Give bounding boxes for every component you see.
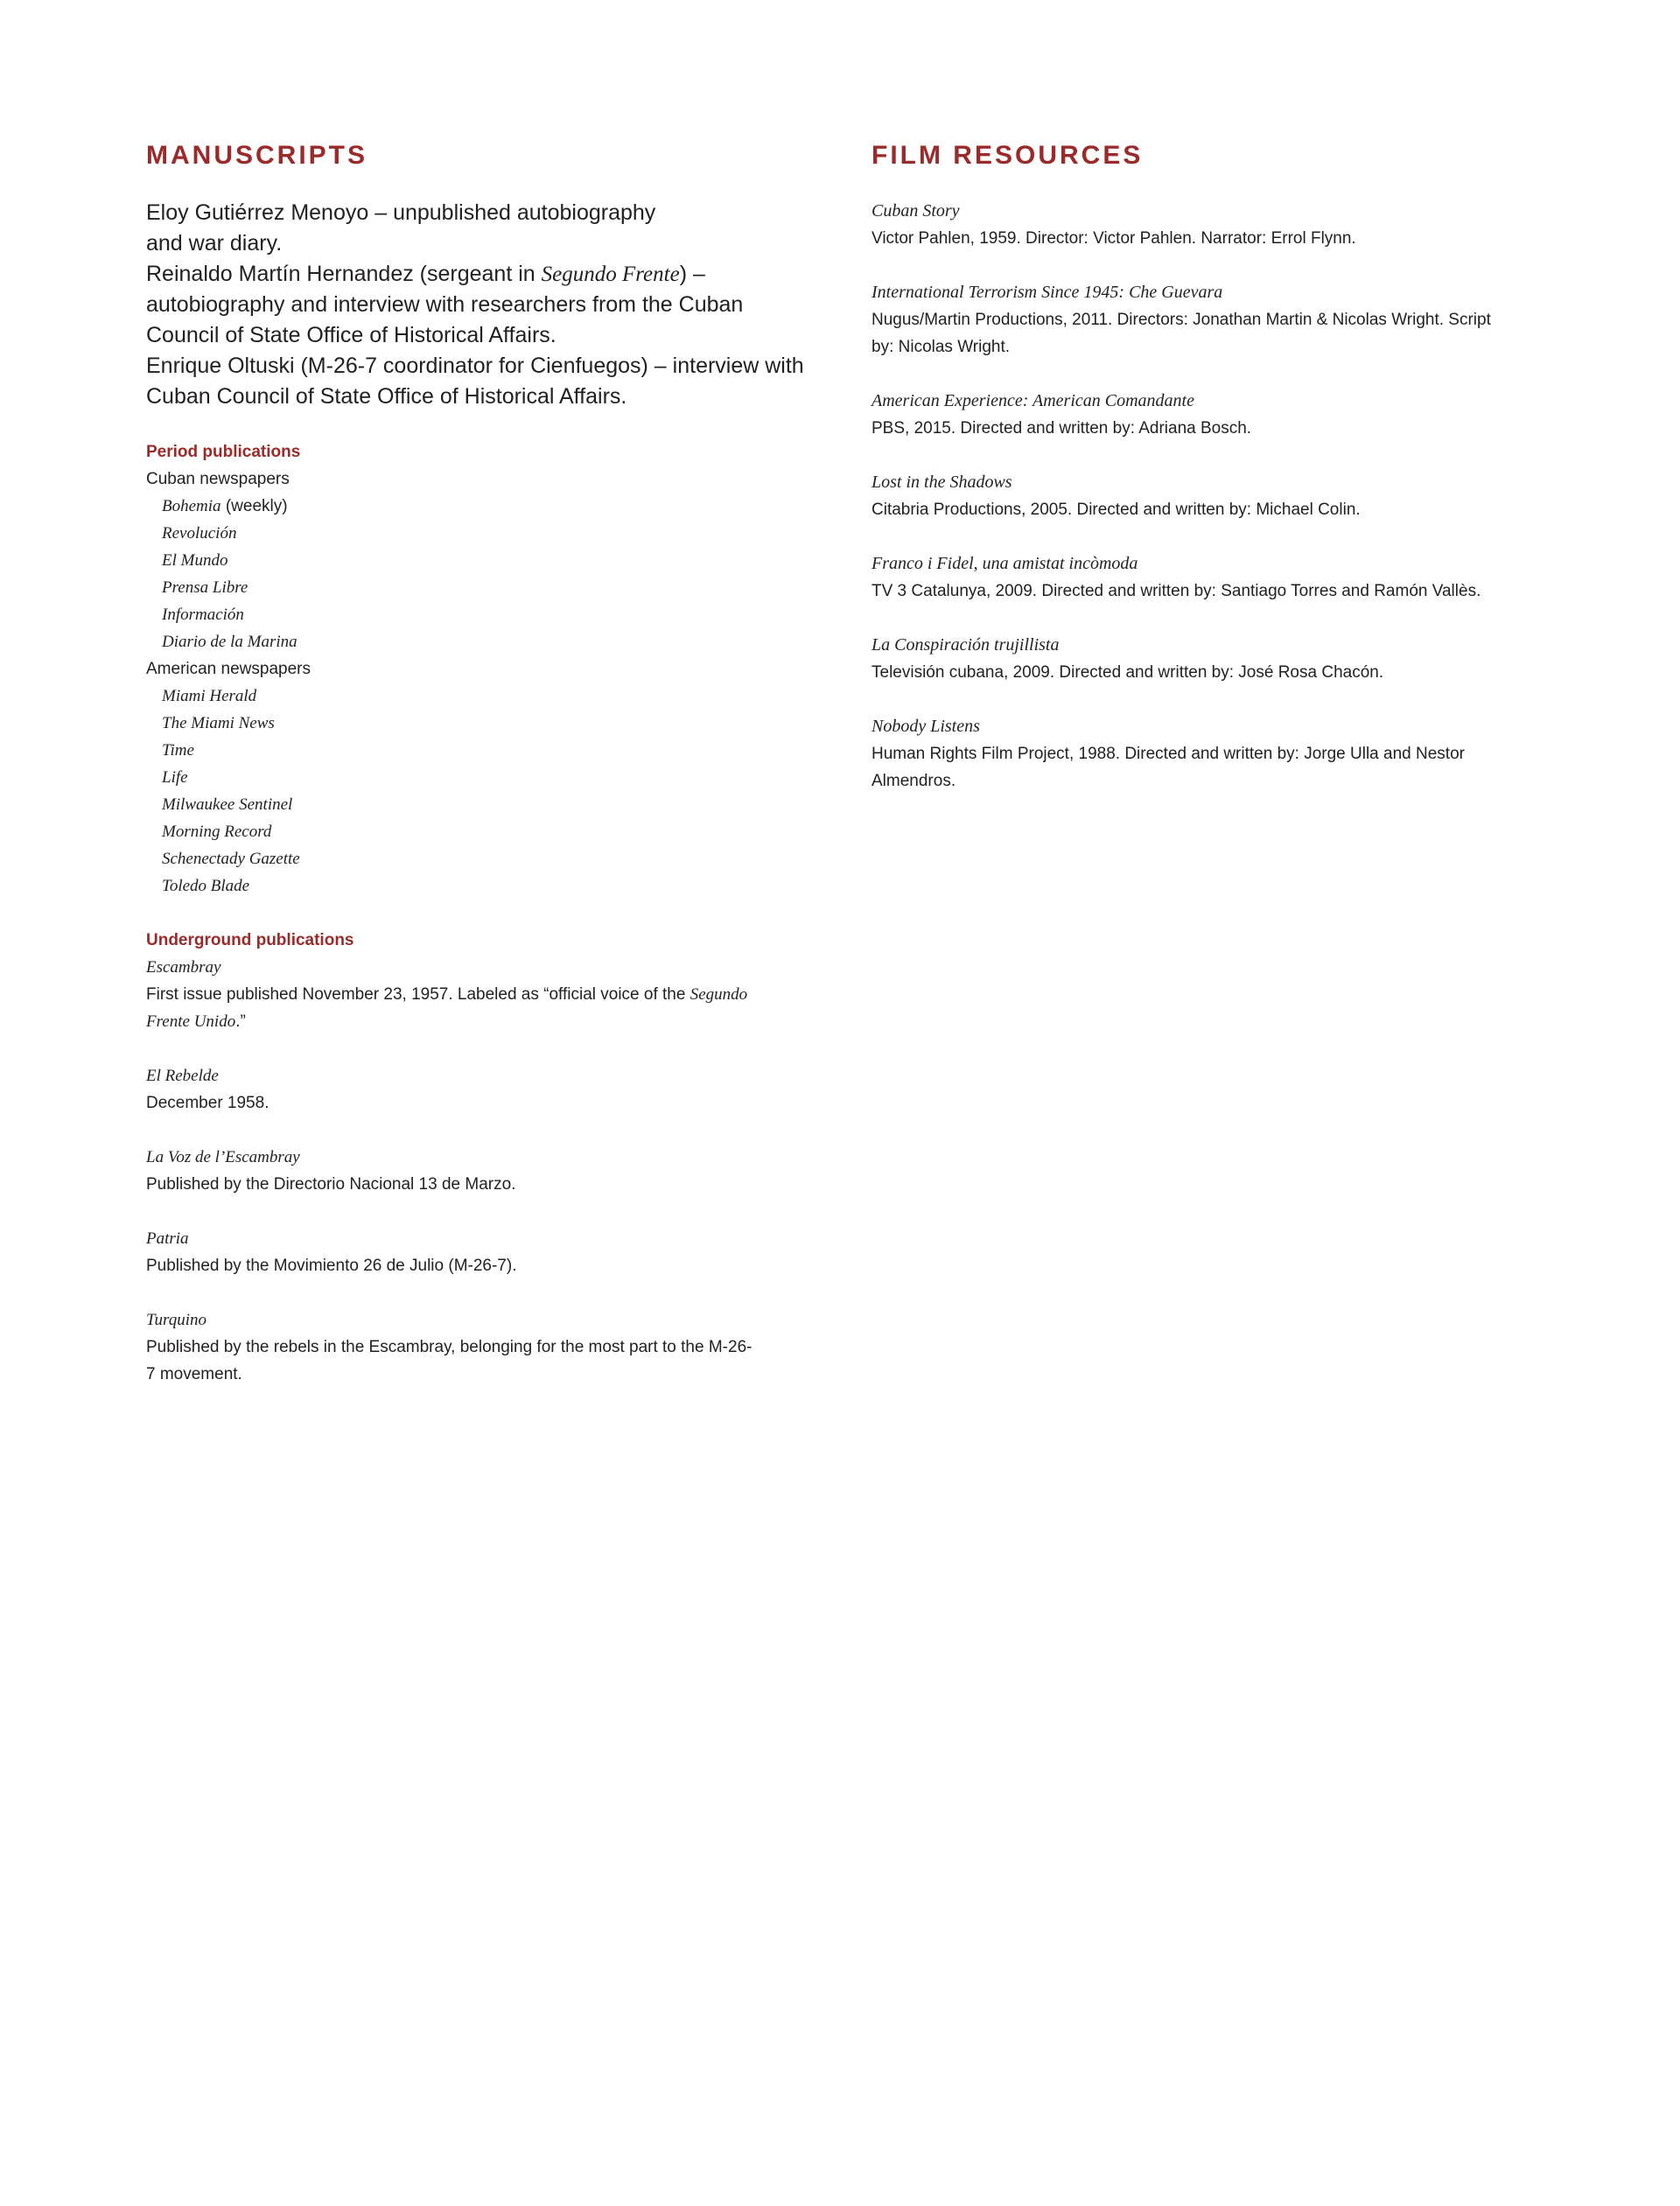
film-title: La Conspiración trujillista bbox=[872, 635, 1060, 655]
publication-title: Turquino bbox=[146, 1311, 206, 1329]
list-item: Toledo Blade bbox=[162, 877, 250, 895]
film-entry bbox=[872, 279, 1572, 361]
publication-desc: First issue published November 23, 1957. Labeled as “official voice of the Segundo Frente Unido.” bbox=[146, 985, 748, 1031]
film-entry bbox=[872, 198, 1572, 252]
manuscripts-heading: MANUSCRIPTS bbox=[146, 141, 368, 170]
publication-title: La Voz de l’Escambray bbox=[146, 1148, 300, 1166]
publication-desc: December 1958. bbox=[146, 1094, 270, 1112]
film-desc: PBS, 2015. Directed and written by: Adriana Bosch. bbox=[872, 419, 1252, 438]
manuscript-entry: Reinaldo Martín Hernandez (sergeant in Segundo Frente) – autobiography and interview with researchers from the Cuban Council of State Office of Historical Affairs. bbox=[146, 262, 744, 347]
film-title: Franco i Fidel, una amistat incòmoda bbox=[872, 554, 1138, 573]
publication-title: Escambray bbox=[146, 958, 221, 977]
list-item: Schenectady Gazette bbox=[162, 850, 300, 868]
publication-title: El Rebelde bbox=[146, 1067, 219, 1085]
film-title: International Terrorism Since 1945: Che Guevara bbox=[872, 283, 1223, 302]
publication-desc: Published by the Directorio Nacional 13 de Marzo. bbox=[146, 1175, 516, 1194]
list-item: Bohemia (weekly) bbox=[162, 497, 288, 515]
list-item: The Miami News bbox=[162, 714, 275, 732]
film-entry bbox=[872, 550, 1572, 605]
period-publications-heading: Period publications bbox=[146, 443, 301, 461]
film-entry bbox=[872, 388, 1572, 442]
film-desc: TV 3 Catalunya, 2009. Directed and written by: Santiago Torres and Ramón Vallès. bbox=[872, 582, 1481, 600]
film-entry bbox=[872, 713, 1572, 795]
film-desc: Victor Pahlen, 1959. Director: Victor Pahlen. Narrator: Errol Flynn. bbox=[872, 229, 1356, 248]
film-title: Cuban Story bbox=[872, 201, 960, 221]
list-item: Life bbox=[162, 768, 188, 787]
list-item: Time bbox=[162, 741, 194, 760]
publication-desc: Published by the rebels in the Escambray, belonging for the most part to the M-26-7 movement. bbox=[146, 1338, 752, 1383]
underground-publications-heading: Underground publications bbox=[146, 931, 354, 949]
list-item: Diario de la Marina bbox=[162, 633, 298, 651]
american-newspapers-label: American newspapers bbox=[146, 660, 311, 678]
list-item: Miami Herald bbox=[162, 687, 257, 705]
left-column bbox=[146, 140, 811, 1388]
film-desc: Nugus/Martin Productions, 2011. Directors: Jonathan Martin & Nicolas Wright. Script by: Nicolas Wright. bbox=[872, 311, 1491, 356]
publication-title: Patria bbox=[146, 1229, 189, 1248]
film-entry bbox=[872, 632, 1572, 686]
publication-desc: Published by the Movimiento 26 de Julio (M-26-7). bbox=[146, 1257, 517, 1275]
manuscripts-list bbox=[146, 198, 811, 412]
period-publications-list bbox=[146, 466, 811, 900]
manuscript-entry: Enrique Oltuski (M-26-7 coordinator for Cienfuegos) – interview with Cuban Council of State Office of Historical Affairs. bbox=[146, 354, 804, 409]
film-title: Nobody Listens bbox=[872, 717, 980, 736]
film-title: American Experience: American Comandante bbox=[872, 391, 1194, 410]
list-item: Información bbox=[162, 606, 244, 624]
cuban-newspapers-label: Cuban newspapers bbox=[146, 470, 290, 488]
film-desc: Citabria Productions, 2005. Directed and written by: Michael Colin. bbox=[872, 501, 1361, 519]
film-title: Lost in the Shadows bbox=[872, 473, 1012, 492]
underground-publications-list bbox=[146, 954, 811, 1388]
film-desc: Human Rights Film Project, 1988. Directed and written by: Jorge Ulla and Nestor Almendros. bbox=[872, 745, 1465, 790]
list-item: Revolución bbox=[162, 524, 237, 543]
list-item: Milwaukee Sentinel bbox=[162, 795, 293, 814]
list-item: El Mundo bbox=[162, 551, 228, 570]
manuscript-entry: Eloy Gutiérrez Menoyo – unpublished autobiography and war diary. bbox=[146, 200, 656, 256]
film-desc: Televisión cubana, 2009. Directed and written by: José Rosa Chacón. bbox=[872, 663, 1384, 682]
right-column bbox=[872, 140, 1572, 822]
film-resources-heading: FILM RESOURCES bbox=[872, 141, 1144, 170]
film-entry bbox=[872, 469, 1572, 523]
list-item: Prensa Libre bbox=[162, 578, 248, 597]
list-item: Morning Record bbox=[162, 823, 272, 841]
